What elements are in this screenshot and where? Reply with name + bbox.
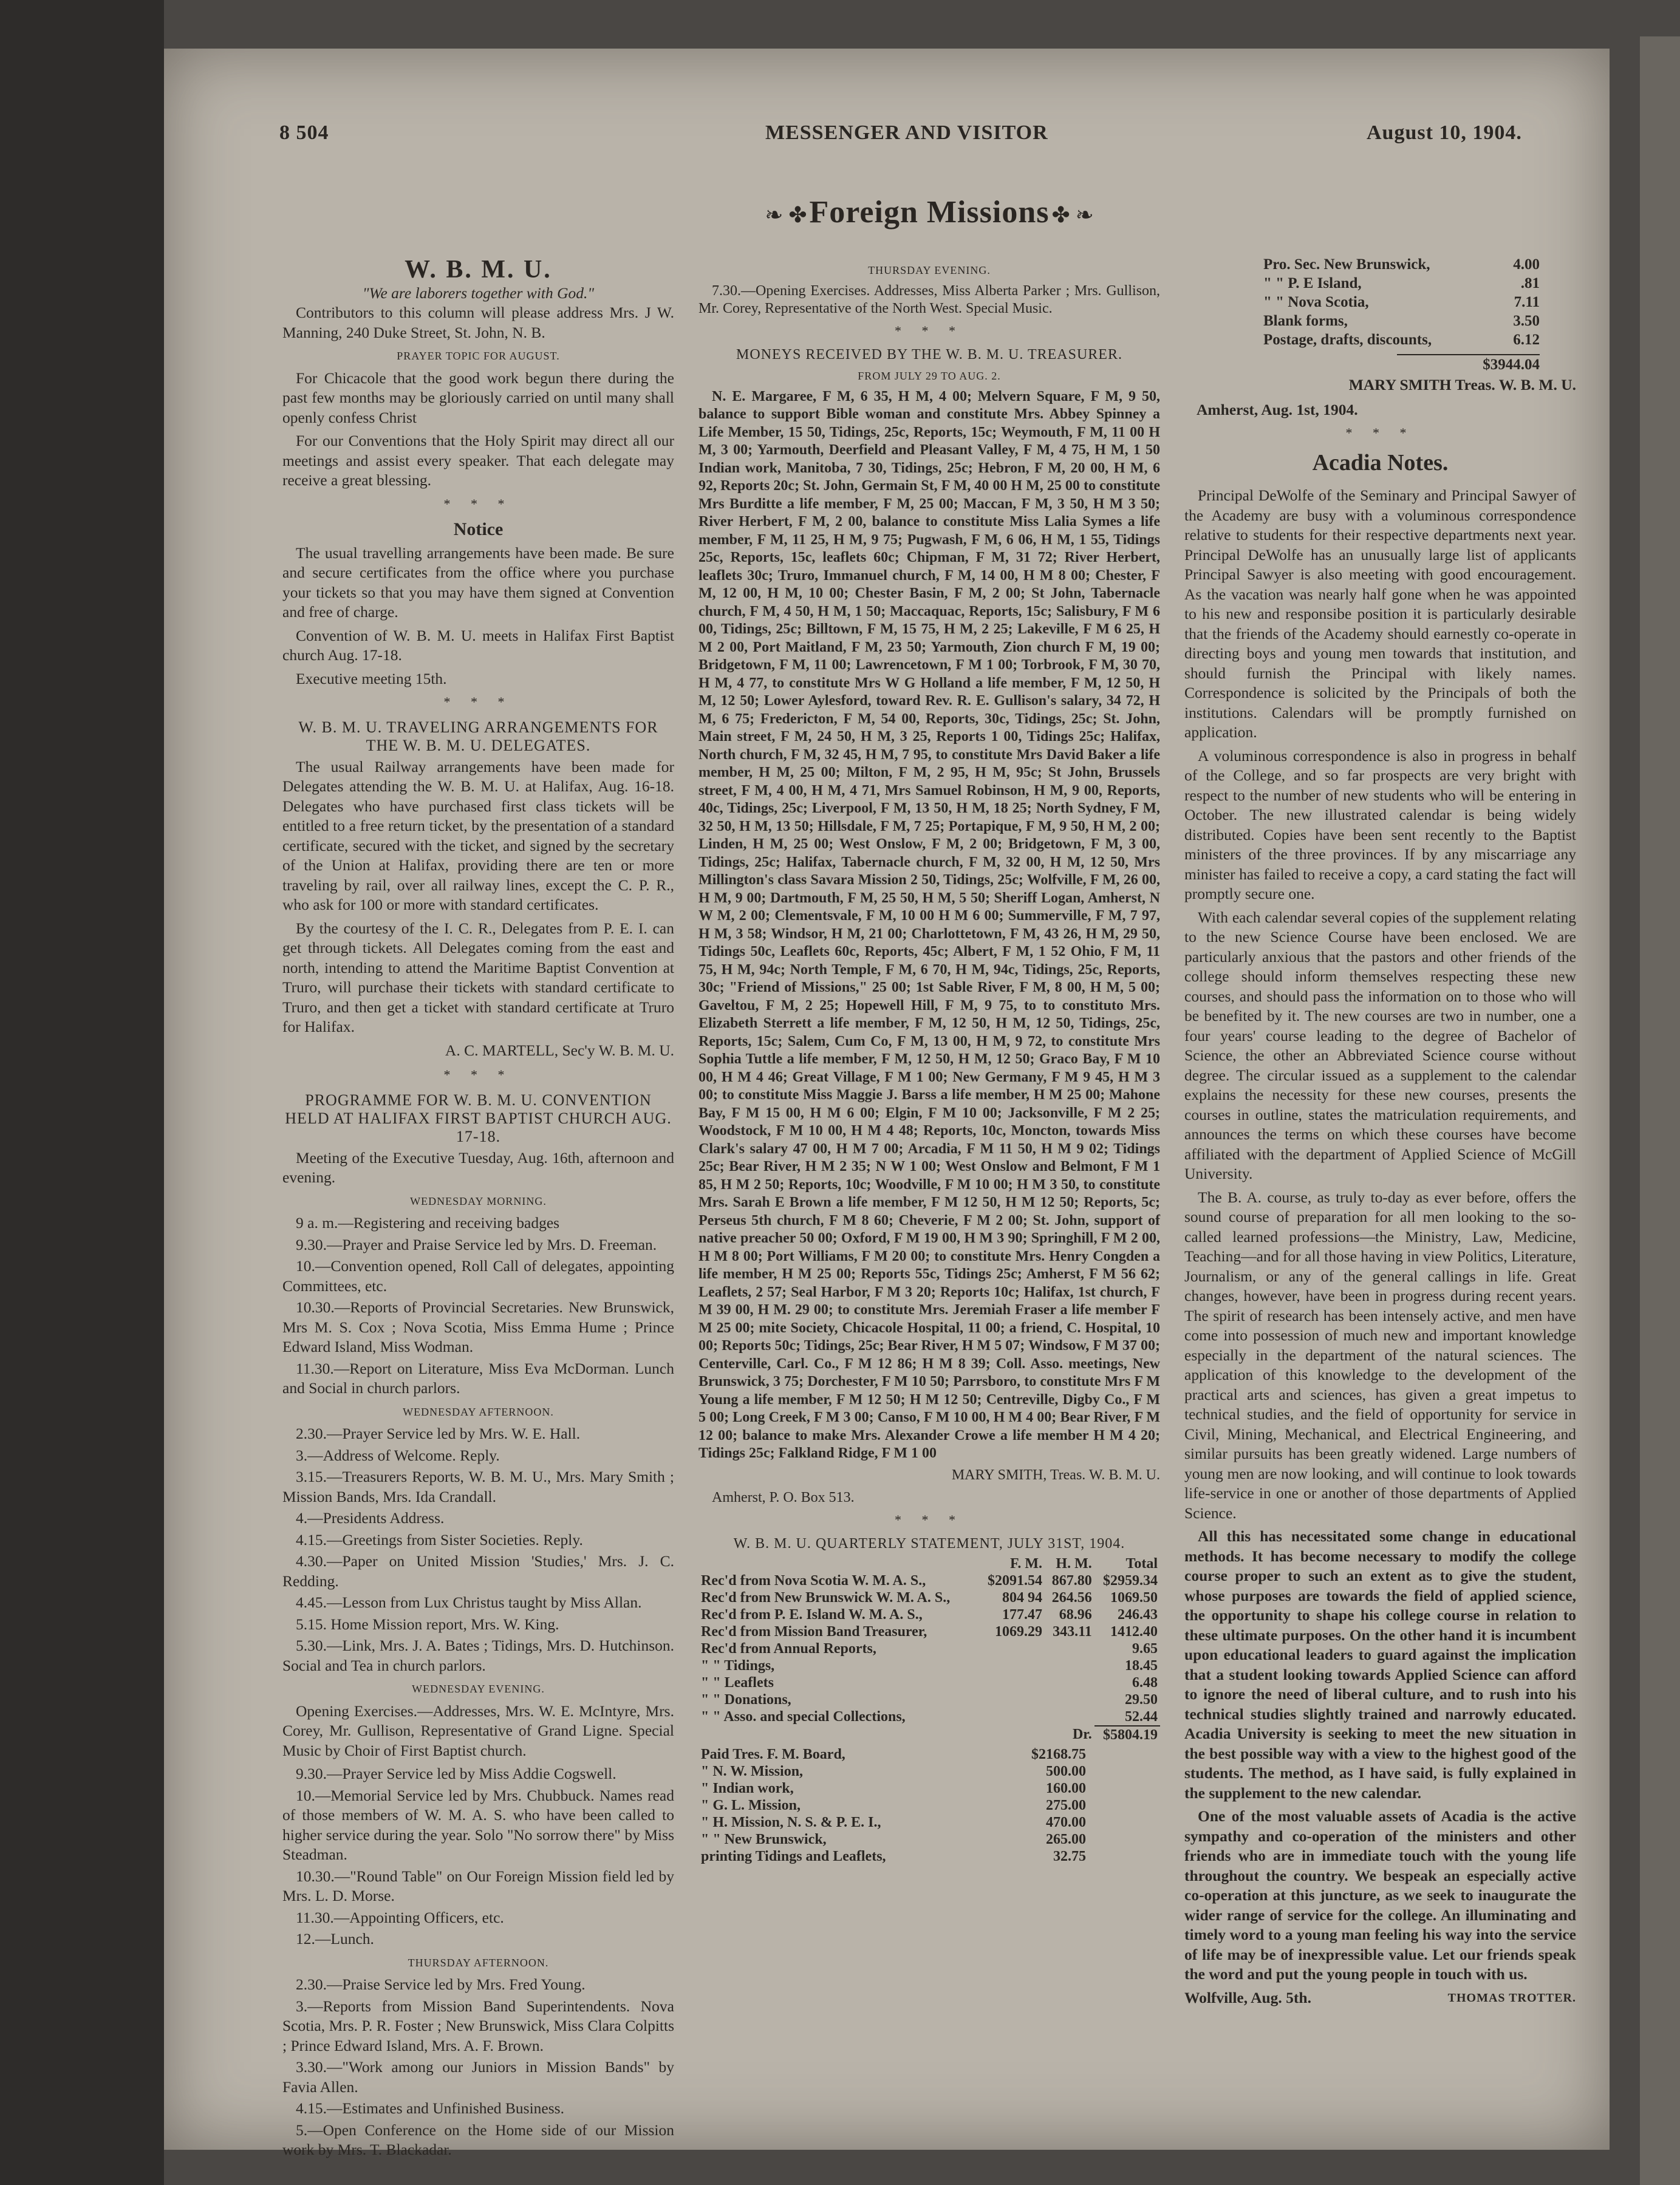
table-header-cell: Total xyxy=(1125,1556,1158,1572)
table-cell: $5804.19 xyxy=(1094,1726,1160,1744)
statement-signature: MARY SMITH Treas. W. B. M. U. xyxy=(1348,376,1576,394)
ornament-left-icon: ❧ ✤ xyxy=(765,203,807,227)
table-cell xyxy=(1045,1640,1094,1657)
table-cell xyxy=(1045,1674,1094,1691)
acadia-paragraph: Principal DeWolfe of the Seminary and Principal Sawyer of the Academy are busy with a voluminous correspondence relative to students for their respective departments next year. Principal DeWolfe has an unusually large list of applicants Principal Sawyer is also meeting with good encouragement. As the vacation was nearly half gone when he was appointed to his new and responsibe position it is particularly desirable that the friends of the Academy should earnestly co-operate in directing boys and young men towards that institution, and should furnish the Principal with likely names. Correspondence is solicited by the Principals of both the institutions. Calendars will be promptly furnished on application. xyxy=(1184,486,1576,741)
table-cell xyxy=(1045,1657,1094,1674)
statement-label: " " P. E Island, xyxy=(1263,275,1362,291)
separator-stars: * * * xyxy=(895,1512,964,1527)
table-cell xyxy=(979,1691,1045,1708)
table-cell: " " Donations, xyxy=(701,1692,791,1708)
programme-item: 3.—Address of Welcome. Reply. xyxy=(296,1446,500,1464)
travel-heading: W. B. M. U. TRAVELING ARRANGEMENTS FOR THE W. B. M. U. DELEGATES. xyxy=(298,718,658,754)
travel-signature: A. C. MARTELL, Sec'y W. B. M. U. xyxy=(445,1041,674,1059)
thursday-evening-heading: THURSDAY EVENING. xyxy=(868,264,991,276)
continued-statement xyxy=(1184,255,1576,374)
moneys-dates: FROM JULY 29 TO AUG. 2. xyxy=(858,370,1001,382)
wednesday-evening-heading: WEDNESDAY EVENING. xyxy=(412,1683,545,1695)
table-cell: Paid Tres. F. M. Board, xyxy=(701,1747,845,1762)
table-row xyxy=(698,1691,1160,1708)
acadia-heading: Acadia Notes. xyxy=(1312,449,1449,476)
programme-item: 9 a. m.—Registering and receiving badges xyxy=(296,1214,560,1232)
table-cell: $2168.75 xyxy=(1031,1747,1086,1762)
table-cell: 1412.40 xyxy=(1110,1624,1158,1640)
statement-row xyxy=(1263,255,1540,274)
table-row xyxy=(698,1674,1160,1691)
prayer-paragraph: For our Conventions that the Holy Spirit may direct all our meetings and assist every speaker. That each delegate may receive a great blessing. xyxy=(282,432,674,489)
programme-item: 11.30.—Report on Literature, Miss Eva McDorman. Lunch and Social in church parlors. xyxy=(282,1359,674,1397)
table-cell: $2091.54 xyxy=(988,1573,1043,1589)
table-row xyxy=(698,1763,1160,1780)
paid-table xyxy=(698,1746,1160,1865)
thursday-evening-text: 7.30.—Opening Exercises. Addresses, Miss Alberta Parker ; Mrs. Gullison, Mr. Corey, Representative of the North West. Special Music. xyxy=(698,282,1160,316)
travel-paragraph: By the courtesy of the I. C. R., Delegates from P. E. I. can get through tickets. All Delegates coming from the east and north, intending to attend the Maritime Baptist Convention at Truro, will purchase their tickets with standard certificate to Truro, and then get a ticket with standard certificate at Truro for Halifax. xyxy=(282,919,674,1035)
table-cell: " " Leaflets xyxy=(701,1675,774,1691)
column-left xyxy=(282,255,674,2163)
notice-heading: Notice xyxy=(453,519,504,539)
travel-paragraph: The usual Railway arrangements have been made for Delegates attending the W. B. M. U. at Halifax, Aug. 16-18. Delegates who have purchased first class tickets will be entitled to a free return ticket, by the presentation of a standard certificate, secured with the ticket, and signed by the secretary of the Union at Halifax, providing there are ten or more traveling by rail, over all railway lines, except the C. P. R., who ask for 100 or more with standard certificates. xyxy=(282,757,674,913)
acadia-paragraph: With each calendar several copies of the supplement relating to the new Science Course have been enclosed. We are particularly anxious that the pastors and other friends of the college should inform themselves respecting these new courses, and should pass the information on to those who will be benefited by it. The new courses are two in number, one a four years' course leading to the degree of Bachelor of Science, the other an Abbreviated Science course without degree. The circular issued as a supplement to the calendar explains the necessity for these new courses, presents the courses in outline, states the matriculation requirements, and announces the terms on which these courses have become affiliated with the department of Applied Science of McGill University. xyxy=(1184,908,1576,1182)
contributors-note: Contributors to this column will please address Mrs. J W. Manning, 240 Duke Street, St. John, N. B. xyxy=(282,304,674,341)
statement-label: " " Nova Scotia, xyxy=(1263,294,1369,310)
table-header-cell: H. M. xyxy=(1056,1556,1092,1572)
table-row xyxy=(698,1848,1160,1865)
notice-paragraph: Convention of W. B. M. U. meets in Halifax First Baptist church Aug. 17-18. xyxy=(282,626,674,664)
programme-item: 11.30.—Appointing Officers, etc. xyxy=(296,1908,504,1926)
table-row xyxy=(698,1589,1160,1606)
masthead: MESSENGER AND VISITOR xyxy=(765,121,1048,144)
programme-intro: Meeting of the Executive Tuesday, Aug. 16th, afternoon and evening. xyxy=(282,1148,674,1186)
wednesday-evening-text: Opening Exercises.—Addresses, Mrs. W. E. McIntyre, Mrs. Corey, Mr. Gullison, Representative of Grand Ligne. Special Music by Choir of First Baptist church. xyxy=(282,1702,674,1759)
programme-item: 2.30.—Prayer Service led by Mrs. W. E. Hall. xyxy=(296,1425,581,1442)
table-cell: 343.11 xyxy=(1053,1624,1092,1640)
table-cell: Rec'd from New Brunswick W. M. A. S., xyxy=(701,1590,951,1606)
table-cell: " G. L. Mission, xyxy=(701,1798,801,1813)
programme-item: 4.15.—Estimates and Unfinished Business. xyxy=(296,2099,564,2117)
programme-item: 10.30.—"Round Table" on Our Foreign Mission field led by Mrs. L. D. Morse. xyxy=(282,1867,674,1904)
table-header-row xyxy=(698,1555,1160,1572)
table-cell xyxy=(979,1708,1045,1726)
separator-stars: * * * xyxy=(443,1067,513,1082)
statement-amount: .81 xyxy=(1520,275,1540,291)
table-cell: 804 94 xyxy=(1002,1590,1043,1606)
column-middle xyxy=(698,258,1160,1865)
statement-row xyxy=(1263,274,1540,293)
table-cell: printing Tidings and Leaflets, xyxy=(701,1849,886,1864)
separator-stars: * * * xyxy=(443,694,513,709)
table-cell: Dr. xyxy=(1072,1727,1092,1742)
table-cell: 1069.29 xyxy=(995,1624,1043,1640)
table-row xyxy=(698,1831,1160,1848)
table-row xyxy=(698,1657,1160,1674)
acadia-place: Wolfville, Aug. 5th. xyxy=(1184,1988,1311,2006)
statement-label: Blank forms, xyxy=(1263,313,1348,329)
acadia-signoff xyxy=(1184,1988,1576,2008)
programme-item: 10.—Convention opened, Roll Call of delegates, appointing Committees, etc. xyxy=(282,1257,674,1295)
programme-item: 3.15.—Treasurers Reports, W. B. M. U., Mrs. Mary Smith ; Mission Bands, Mrs. Ida Crandall. xyxy=(282,1468,674,1505)
acadia-paragraph: All this has necessitated some change in educational methods. It has become necessary to modify the college course proper to such an extent as to give the student, whose purposes are towards the field of applied science, the opportunity to shape his college course in relation to these ultimate purposes. On the other hand it is incumbent upon educational leaders to guard against the implication that a student looking towards Applied Science can afford to ignore the need of liberal culture, and to rush into his technical studies slightly trained and narrowly educated. Acadia University is seeking to meet the new situation in the best possible way with a view to the highest good of the students. The method, as I have said, is fully explained in the supplement to the new calendar. xyxy=(1184,1527,1576,1802)
ornament-right-icon: ✤ ❧ xyxy=(1051,203,1094,227)
table-row xyxy=(698,1640,1160,1657)
wednesday-morning-heading: WEDNESDAY MORNING. xyxy=(410,1195,547,1207)
table-cell: 264.56 xyxy=(1051,1590,1092,1606)
programme-item: 4.—Presidents Address. xyxy=(296,1509,445,1527)
programme-heading: PROGRAMME FOR W. B. M. U. CONVENTION HELD AT HALIFAX FIRST BAPTIST CHURCH AUG. 17-18. xyxy=(285,1091,672,1145)
table-row xyxy=(698,1746,1160,1763)
table-cell: " N. W. Mission, xyxy=(701,1764,804,1779)
table-cell xyxy=(979,1657,1045,1674)
table-cell: 18.45 xyxy=(1125,1658,1158,1674)
table-cell: 1069.50 xyxy=(1110,1590,1158,1606)
thursday-morning-list xyxy=(282,1764,674,1949)
programme-item: 9.30.—Prayer Service led by Miss Addie Cogswell. xyxy=(296,1765,616,1782)
programme-item: 10.—Memorial Service led by Mrs. Chubbuck. Names read of those members of W. M. A. S. who have been called to higher service during the year. Solo "No sorrow there" by Miss Steadman. xyxy=(282,1786,674,1863)
table-cell: 9.65 xyxy=(1132,1641,1158,1657)
statement-total: $3944.04 xyxy=(1397,354,1540,374)
table-cell xyxy=(979,1726,1045,1744)
table-cell: 246.43 xyxy=(1118,1607,1158,1623)
table-cell: 29.50 xyxy=(1125,1692,1158,1708)
table-cell xyxy=(1045,1708,1094,1726)
section-banner xyxy=(698,194,1160,230)
table-row xyxy=(698,1572,1160,1589)
thursday-afternoon-list xyxy=(282,1975,674,2160)
table-cell xyxy=(979,1640,1045,1657)
statement-row xyxy=(1263,330,1540,349)
table-cell: Rec'd from P. E. Island W. M. A. S., xyxy=(701,1607,923,1623)
table-cell: 500.00 xyxy=(1046,1764,1086,1779)
statement-amount: 6.12 xyxy=(1513,332,1540,348)
table-row xyxy=(698,1726,1160,1744)
wbmu-motto: "We are laborers together with God." xyxy=(362,284,595,302)
prayer-topic-heading: PRAYER TOPIC FOR AUGUST. xyxy=(397,350,560,362)
table-row xyxy=(698,1797,1160,1814)
table-cell: Rec'd from Mission Band Treasurer, xyxy=(701,1624,927,1640)
notice-paragraph: The usual travelling arrangements have been made. Be sure and secure certificates from the office where you purchase your tickets so that you may have them signed at Convention and free of charge. xyxy=(282,544,674,621)
programme-item: 9.30.—Prayer and Praise Service led by Mrs. D. Freeman. xyxy=(296,1235,657,1253)
programme-item: 3.—Reports from Mission Band Superintendents. Nova Scotia, Mrs. P. R. Foster ; New Brunswick, Miss Clara Colpitts ; Prince Edward Island, Mrs. A. F. Brown. xyxy=(282,1997,674,2054)
newspaper-page xyxy=(164,49,1610,2158)
programme-item: 5.—Open Conference on the Home side of our Mission work by Mrs. T. Blackadar. xyxy=(282,2121,674,2158)
table-cell: $2959.34 xyxy=(1103,1573,1158,1589)
acadia-paragraph: The B. A. course, as truly to-day as ever before, offers the sound course of preparation for all men looking to the so-called learned professions—the Ministry, Law, Medicine, Teaching—and for all those having in view Politics, Literature, Journalism, or any of the general callings in life. Great changes, however, have been in progress during recent years. The spirit of research has been intensely active, and men have come into possession of much new and important knowledge especially in the department of the natural sciences. The application of this knowledge to the development of the practical arts and sciences, has given a great impetus to technical studies, and the field of opportunity for service in Civil, Mining, Mechanical, and Electrical Engineering, and similar pursuits has been greatly widened. Large numbers of young men are now looking, and will continue to look towards life-service in one or another of those departments of Applied Science. xyxy=(1184,1188,1576,1522)
programme-item: 4.30.—Paper on United Mission 'Studies,' Mrs. J. C. Redding. xyxy=(282,1552,674,1590)
programme-item: 2.30.—Praise Service led by Mrs. Fred Young. xyxy=(296,1975,586,1993)
table-cell: 177.47 xyxy=(1002,1607,1043,1623)
statement-row xyxy=(1263,293,1540,312)
wednesday-afternoon-list xyxy=(282,1424,674,1675)
table-cell: " " New Brunswick, xyxy=(701,1832,827,1847)
page-number: 8 504 xyxy=(279,121,329,144)
table-header-cell xyxy=(698,1555,979,1572)
moneys-signature: MARY SMITH, Treas. W. B. M. U. xyxy=(951,1467,1160,1483)
issue-date: August 10, 1904. xyxy=(1367,121,1522,144)
statement-amount: 7.11 xyxy=(1514,294,1540,310)
table-cell: 52.44 xyxy=(1125,1709,1158,1725)
table-cell xyxy=(1045,1691,1094,1708)
table-row xyxy=(698,1623,1160,1640)
acadia-paragraph: One of the most valuable assets of Acadia is the active sympathy and co-operation of the ministers and other friends who are in immediate touch with the young life throughout the country. We bespeak an especially active co-operation at this juncture, as we seek to inaugurate the wider range of service for the college. An illuminating and timely word to a young man feeling his way into the service of life may be of inexpressible value. Let our friends speak the word and put the young people in touch with us. xyxy=(1184,1807,1576,1983)
column-right xyxy=(1184,255,1576,2008)
wednesday-morning-list xyxy=(282,1213,674,1399)
scan-right-edge xyxy=(1640,36,1680,2185)
table-row xyxy=(698,1814,1160,1831)
table-cell: 68.96 xyxy=(1059,1607,1092,1623)
table-row xyxy=(698,1780,1160,1797)
quarterly-table xyxy=(698,1555,1160,1744)
prayer-paragraph: For Chicacole that the good work begun there during the past few months may be gloriously carried on until many shall openly confess Christ xyxy=(282,369,674,426)
moneys-address: Amherst, P. O. Box 513. xyxy=(712,1490,855,1505)
moneys-heading: MONEYS RECEIVED BY THE W. B. M. U. TREASURER. xyxy=(736,347,1122,363)
statement-label: Postage, drafts, discounts, xyxy=(1263,332,1432,348)
programme-item: 4.45.—Lesson from Lux Christus taught by Miss Allan. xyxy=(296,1594,642,1611)
table-cell xyxy=(979,1674,1045,1691)
table-cell: 265.00 xyxy=(1046,1832,1086,1847)
table-cell: 470.00 xyxy=(1046,1815,1086,1830)
wednesday-afternoon-heading: WEDNESDAY AFTERNOON. xyxy=(403,1405,554,1418)
statement-place: Amherst, Aug. 1st, 1904. xyxy=(1197,400,1358,418)
programme-item: 12.—Lunch. xyxy=(296,1930,374,1948)
separator-stars: * * * xyxy=(895,322,964,338)
statement-amount: 3.50 xyxy=(1513,313,1540,329)
programme-item: 10.30.—Reports of Provincial Secretaries. New Brunswick, Mrs M. S. Cox ; Nova Scotia, Miss Emma Hume ; Prince Edward Island, Miss Wodman. xyxy=(282,1298,674,1355)
programme-item: 4.15.—Greetings from Sister Societies. Reply. xyxy=(296,1530,583,1549)
section-title: Foreign Missions xyxy=(809,195,1050,230)
programme-item: 5.30.—Link, Mrs. J. A. Bates ; Tidings, Mrs. D. Hutchinson. Social and Tea in church parlors. xyxy=(282,1637,674,1674)
statement-label: Pro. Sec. New Brunswick, xyxy=(1263,256,1430,273)
table-cell: 160.00 xyxy=(1046,1781,1086,1796)
table-cell: " " Tidings, xyxy=(701,1658,775,1674)
table-cell: 275.00 xyxy=(1046,1798,1086,1813)
table-row xyxy=(698,1708,1160,1726)
programme-item: 5.15. Home Mission report, Mrs. W. King. xyxy=(296,1615,559,1633)
scan-left-margin xyxy=(0,0,164,2185)
table-row xyxy=(698,1606,1160,1623)
acadia-signature: THOMAS TROTTER. xyxy=(1447,1991,1576,2005)
notice-paragraph: Executive meeting 15th. xyxy=(296,669,447,687)
acadia-paragraph: A voluminous correspondence is also in progress in behalf of the College, and so far prospects are very bright with respect to the number of new students who will be entering in October. The new illustrated calendar is being widely distributed. Copies have been sent recently to the Baptist ministers of the three provinces. If by any miscarriage any minister has failed to receive a copy, a card stating the fact will promptly secure one. xyxy=(1184,746,1576,902)
table-cell: Rec'd from Nova Scotia W. M. A. S., xyxy=(701,1573,926,1589)
quarterly-heading: W. B. M. U. QUARTERLY STATEMENT, JULY 31ST, 1904. xyxy=(733,1536,1125,1552)
moneys-list: N. E. Margaree, F M, 6 35, H M, 4 00; Melvern Square, F M, 9 50, balance to support Bible woman and constitute Mrs. Abbey Spinney a Life Member, 15 50, Tidings, 25c, Reports, 15c; Weymouth, F M, 11 00 H M, 3 00; Yarmouth, Deerfield and Pleasant Valley, F M, 4 75, H M, 1 50 Indian work, Manitoba, 7 30, Tidings, 25c; Hebron, F M, 20 00, H M, 6 92, Reports 20c; St. John, Germain St, F M, 40 00 H M, 25 00 to constitute Mrs Burditte a life member, F M, 25 00; Maccan, F M, 3 50, H M 3 50; River Herbert, F M, 2 00, balance to constitute Miss Lalia Symes a life member, F M, 11 25, H M, 9 75; Pugwash, F M, 6 06, H M, 1 55, Tidings 25c, Reports, 15c, leaflets 60c; Chipman, F M, 31 72; River Herbert, leaflets 30c; Truro, Immanuel church, F M, 14 00, H M 8 00; Chester, F M, 12 00, H M, 10 00; Chester Basin, F M, 2 00; St John, Tabernacle church, F M, 4 50, H M, 1 50; Maccaquac, Reports, 15c; Salisbury, F M 6 00, Tidings, 25c; Billtown, F M, 15 75, H M, 2 25; Lakeville, F M 6 25, H M 2 00, Port Maitland, F M, 23 50; Yarmouth, Zion church F M, 19 00; Bridgetown, F M, 11 00; Lawrencetown, F M 1 00; Torbrook, F M, 30 70, H M, 4 77, to constitute Mrs W G Holland a life member, F M, 12 50, H M, 12 50; Lower Aylesford, toward Rev. R. E. Gullison's salary, 34 72, H M, 6 75; Fredericton, F M, 54 00, Reports, 30c, Tidings, 25c; St. John, Main street, F M, 24 50, H M, 3 25, Reports 1 00, Tidings 25c; Halifax, North church, F M, 32 45, H M, 7 95, to constitute Mrs David Baker a life member, H M, 25 00; Milton, F M, 2 95, H M, 95c; St John, Brussels street, F M, 4 00, H M, 4 71, Mrs Samuel Robinson, H M, 9 00, Reports, 40c, Tidings, 25c; Liverpool, F M, 13 50, H M, 18 25; North Sydney, F M, 32 50, H M, 13 50; Hillsdale, F M, 7 25; Portapique, F M, 9 50, H M, 2 00; Linden, H M, 25 00; West Onslow, F M, 2 00; Bridgetown, F M, 3 00, Tidings, 25c; Halifax, Tabernacle church, F M, 32 00, H M, 12 50, Mrs Millington's class Savara Mission 2 50, Tidings, 25c; Wolfville, F M, 26 00, H M, 9 00; Dartmouth, F M, 25 50, H M, 5 50; Sheriff Logan, Amherst, N W M, 2 00; Clementsvale, F M, 10 00 H M 6 00; Summerville, F M, 7 97, H M, 3 58; Windsor, H M, 21 00; Charlottetown, F M, 43 26, H M, 29 50, Tidings 50c, Leaflets 60c, Reports, 45c; Albert, F M, 1 52 Ohio, F M, 11 75, H M, 94c; North Temple, F M, 6 70, H M, 94c, Tidings, 25c, Reports, 30c; "Friend of Missions," 25 00; 1st Sable River, F M, 8 00, H M, 5 00; Gaveltou, F M, 2 25; Hopewell Hill, F M, 9 75, to to constituto Mrs. Elizabeth Sterrett a life member, F M, 12 50, H M, 12 50, Tidings, 25c, Reports, 15c; Salem, Cum Co, F M, 13 00, H M, 9 72, to constitute Mrs Sophia Tuttle a life member, F M, 12 50, H M, 12 50; Graco Bay, F M 10 00, H M 4 46; Great Village, F M 1 00; New Germany, F M 9 45, H M 3 00; to constitute Miss Maggie J. Barss a life member, H M 25 00; Mahone Bay, F M 15 00, H M 6 00; Elgin, F M 10 00; Jacksonville, F M 2 25; Woodstock, F M 10 00, H M 4 48; Reports, 10c, Moncton, towards Miss Clark's salary 47 00, H M 7 00; Arcadia, F M 11 50, H M 9 02; Tidings 25c; Bear River, H M 2 35; N W 1 00; West Onslow and Belmont, F M 1 85, H M 2 50; Reports, 10c; Woodville, F M 10 00; H M 3 50, to constitute Mrs. Sarah E Brown a life member, F M 12 50, H M 12 50; Reports, 5c; Perseus 5th church, F M 8 60; Cheverie, F M 2 00; St. John, support of native preacher 50 00; Oxford, F M 19 00, H M 3 90; Springhill, F M 2 00, H M 8 00; Port Williams, F M 20 00; to constitute Mrs. Henry Congden a life member, H M 25 00; Reports 55c, Tidings 25c; Amherst, F M 56 62; Leaflets, 2 57; Seal Harbor, F M 3 20; Reports 10c; Halifax, 1st church, F M 39 00, H M. 29 00; to constitute Mrs. Jeremiah Fraser a life member F M 25 00; mite Society, Chicacole Hospital, 11 00; a friend, C. Hospital, 10 00; Reports 50c; Tidings, 25c; Bear River, H M 5 07; Windsow, F M 37 00; Centerville, Carl. Co., F M 12 86; H M 8 39; Coll. Asso. meetings, New Brunswick, 3 75; Dorchester, F M 10 50; Parrsboro, to constitute Mrs F M Young a life member, F M 12 50; H M 12 50; Centreville, Digby Co., F M 5 00; Long Creek, F M 3 00; Canso, F M 10 00, H M 4 00; Bear River, F M 12 00; balance to make Mrs. Alexander Crowe a life member H M 4 20; Tidings 25c; Falkland Ridge, F M 1 00 xyxy=(698,388,1160,1461)
table-cell: 32.75 xyxy=(1053,1849,1086,1864)
table-cell: " " Asso. and special Collections, xyxy=(701,1709,906,1725)
separator-stars: * * * xyxy=(1345,425,1415,440)
table-cell: Rec'd from Annual Reports, xyxy=(701,1641,876,1657)
table-cell: 867.80 xyxy=(1051,1573,1092,1589)
separator-stars: * * * xyxy=(443,496,513,511)
table-cell xyxy=(698,1726,979,1744)
table-cell: 6.48 xyxy=(1132,1675,1158,1691)
thursday-afternoon-heading: THURSDAY AFTERNOON. xyxy=(408,1956,549,1969)
table-cell: " Indian work, xyxy=(701,1781,794,1796)
wbmu-title: W. B. M. U. xyxy=(405,256,552,284)
programme-item: 3.30.—"Work among our Juniors in Mission Bands" by Favia Allen. xyxy=(282,2058,674,2096)
statement-amount: 4.00 xyxy=(1513,256,1540,273)
table-cell: " H. Mission, N. S. & P. E. I., xyxy=(701,1815,881,1830)
table-header-cell: F. M. xyxy=(1009,1556,1043,1572)
statement-row xyxy=(1263,312,1540,330)
